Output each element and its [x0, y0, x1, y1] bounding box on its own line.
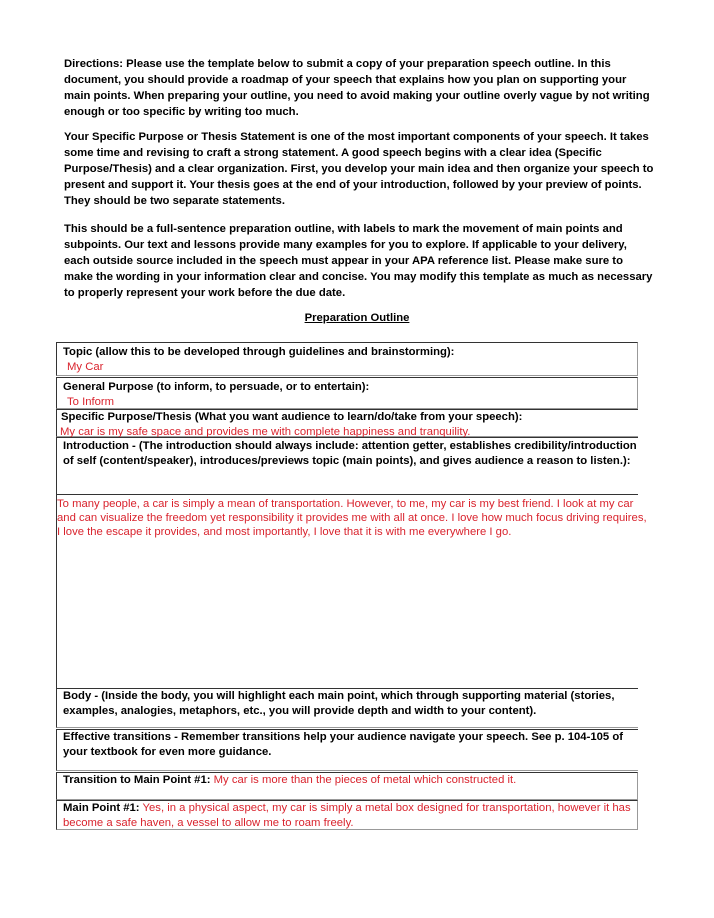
body-cell — [56, 688, 638, 728]
transitions-cell — [56, 729, 638, 771]
transition-main-point-1-label: Transition to Main Point #1: — [63, 774, 211, 786]
specific-purpose-value[interactable]: My car is my safe space and provides me with complete happiness and tranquility. — [60, 426, 471, 438]
specific-purpose-label: Specific Purpose/Thesis (What you want audience to learn/do/take from your speech): — [61, 411, 523, 423]
outline-title: Preparation Outline — [304, 312, 410, 324]
topic-label: Topic (allow this to be developed through guidelines and brainstorming): — [63, 346, 455, 358]
topic-value[interactable]: My Car — [67, 361, 104, 373]
transitions-label: Effective transitions - Remember transitions help your audience navigate your speech. See p. 104-105 of your textbook for even more guidance. — [63, 731, 624, 758]
outline-table — [56, 342, 647, 830]
main-point-1-value[interactable]: Yes, in a physical aspect, my car is simply a metal box designed for transportation, however it has become a safe haven, a vessel to allow me to roam freely. — [63, 802, 631, 829]
transition-main-point-1-value[interactable]: My car is more than the pieces of metal which constructed it. — [210, 774, 517, 786]
introduction-value[interactable]: To many people, a car is simply a mean of transportation. However, to me, my car is my best friend. I look at my car and can visualize the freedom yet responsibility it provides me with all at once. I love how much focus driving requires, I love the escape it provides, and most importantly, I love that it is with me everywhere I go. — [57, 498, 647, 538]
directions-paragraph: Directions: Please use the template below to submit a copy of your preparation speech outline. In this document, you should provide a roadmap of your speech that explains how you plan on supporting your main points. When preparing your outline, you need to avoid making your outline overly vague by not writing enough or too specific by writing too much. — [64, 58, 650, 118]
thesis-guidance-paragraph: Your Specific Purpose or Thesis Statement is one of the most important components of your speech. It takes some time and revising to craft a strong statement. A good speech begins with a clear idea (Specific Purpose/Thesis) and a clear organization. First, you develop your main idea and then organize your speech to present and support it. Your thesis goes at the end of your introduction, followed by your preview of points. They should be two separate statements. — [64, 131, 654, 207]
general-purpose-value[interactable]: To Inform — [67, 396, 115, 408]
general-purpose-label: General Purpose (to inform, to persuade, or to entertain): — [63, 381, 370, 393]
main-point-1-label: Main Point #1: — [63, 802, 140, 814]
specific-purpose-cell[interactable] — [56, 409, 638, 437]
general-purpose-cell[interactable] — [56, 377, 638, 409]
body-label: Body - (Inside the body, you will highlight each main point, which through supporting material (stories, examples, analogies, metaphors, etc., you will provide depth and width to your content). — [63, 690, 615, 717]
introduction-label: Introduction - (The introduction should always include: attention getter, establishes credibility/introduction of self (content/speaker), introduces/previews topic (main points), and gives audience a reason to listen.): — [63, 440, 637, 467]
introduction-cell — [56, 437, 638, 495]
main-point-1-cell[interactable] — [56, 800, 638, 830]
transition-main-point-1-cell[interactable] — [56, 772, 638, 800]
topic-cell[interactable] — [56, 342, 638, 376]
introduction-text-cell[interactable] — [56, 495, 647, 688]
outline-guidance-paragraph: This should be a full-sentence preparation outline, with labels to mark the movement of main points and subpoints. Our text and lessons provide many examples for you to explore. If applicable to your delivery, each outside source included in the speech must appear in your APA reference list. Please make sure to make the wording in your information clear and concise. You may modify this template as much as necessary to properly represent your work before the due date. — [64, 223, 653, 299]
